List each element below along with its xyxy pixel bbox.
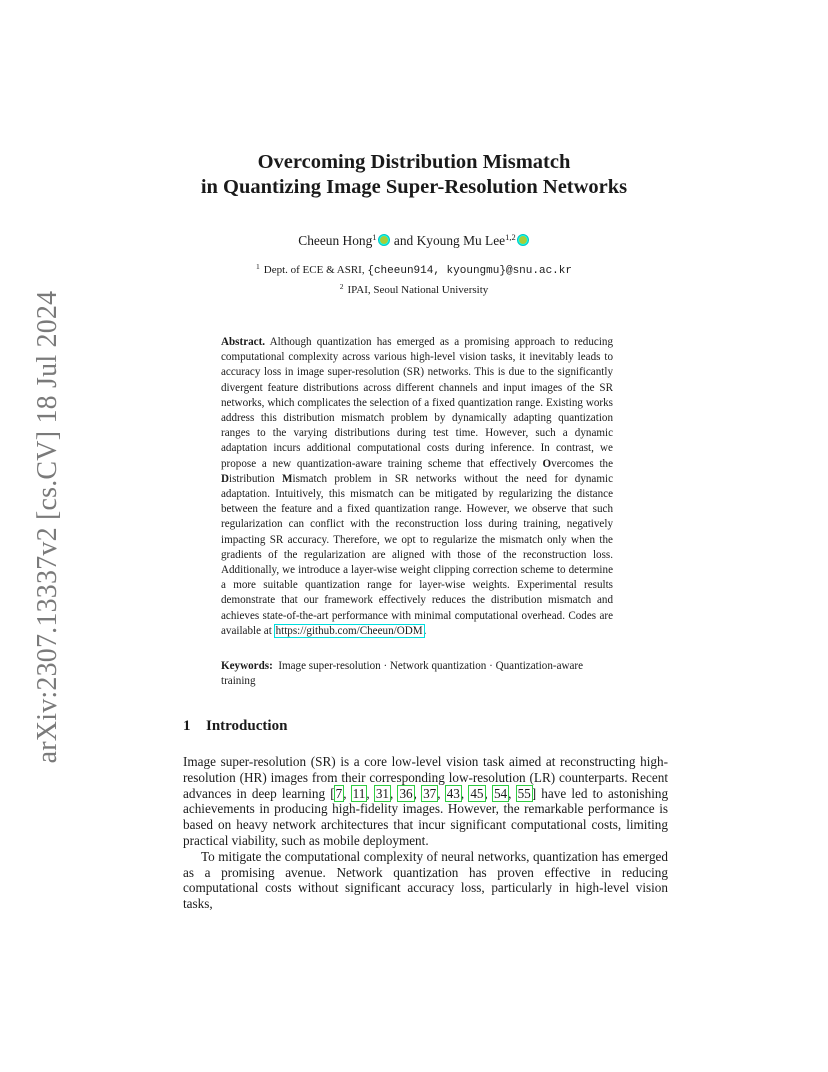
orcid-icon[interactable]: [378, 234, 390, 246]
keywords-text: Image super-resolution · Network quantization · Quantization-aware training: [221, 660, 584, 688]
orcid-icon[interactable]: [517, 234, 529, 246]
paper-title: [0, 150, 828, 200]
title-line-1: Overcoming Distribution Mismatch: [257, 151, 571, 173]
section-title: Introduction: [206, 718, 288, 734]
citation-link[interactable]: 11: [352, 785, 366, 801]
affiliations: [0, 259, 828, 298]
abstract-text: .: [423, 624, 427, 637]
citation-link[interactable]: 7: [335, 785, 343, 801]
citation-link[interactable]: 55: [517, 785, 531, 801]
citation-link[interactable]: 43: [446, 785, 460, 801]
affil-text: Dept. of ECE & ASRI,: [263, 264, 365, 276]
citation-link[interactable]: 36: [399, 785, 413, 801]
acronym-letter: D: [221, 472, 230, 485]
paragraph: To mitigate the computational complexity of neural networks, quantization has emerged as a promising avenue. Network quantization has proven effective in reducing computational costs without significant accuracy loss, particularly in high-level vision tasks,: [183, 848, 668, 912]
abstract-text: ismatch problem in SR networks without the need for dynamic adaptation. Intuitively, this mismatch can be mitigated by regularizing the distance between the feature and a fixed quantization range. However, we observe that such regularization can conflict with the reconstruction loss during training, negatively impacting SR accuracy. Therefore, we opt to regularize the mismatch only when the gradients of the regularization are aligned with those of the reconstruction loss. Additionally, we introduce a layer-wise weight clipping correction scheme to determine a more suitable quantization range for layer-wise weights. Experimental results demonstrate that our framework effectively reduces the distribution mismatch and achieves state-of-the-art performance with minimal computational overhead. Codes are available at: [221, 472, 613, 637]
paragraph-text: have led to astonishing achievements in producing high-fidelity images. However, the remarkable performance is based on heavy network architectures that incur significant computational costs, limiting practical viability, such as mobile deployment.: [183, 785, 669, 848]
author-name: Cheeun Hong: [298, 233, 373, 248]
abstract-text: vercomes the: [551, 457, 613, 470]
citation-link[interactable]: 37: [423, 785, 437, 801]
affiliation-1: [0, 259, 828, 279]
author-affil-marker: 1: [372, 232, 377, 242]
intro-body: [183, 754, 668, 912]
affil-marker: 2: [339, 282, 344, 291]
affil-text: IPAI, Seoul National University: [347, 284, 489, 296]
author-affil-marker: 1,2: [505, 232, 516, 242]
author-emails: {cheeun914, kyoungmu}@snu.ac.kr: [367, 265, 572, 277]
abstract-text: Although quantization has emerged as a promising approach to reducing computational complexity across various high-level vision tasks, it inevitably leads to accuracy loss in image super-resolution (SR) networks. This is due to the significantly divergent feature distributions across different channels and input images of the SR networks, which complicates the selection of a fixed quantization range. Existing works address this distribution mismatch problem by dynamically adapting quantization ranges to the varying distributions during test time. However, such a dynamic adaptation incurs additional computational costs during inference. In contrast, we propose a new quantization-aware training scheme that effectively: [221, 336, 613, 470]
arxiv-side-identifier: arXiv:2307.13337v2 [cs.CV] 18 Jul 2024: [32, 290, 63, 764]
citation-link[interactable]: 54: [493, 785, 508, 801]
acronym-letter: O: [542, 457, 552, 470]
section-heading: [183, 718, 287, 735]
citation-link[interactable]: 45: [470, 785, 484, 801]
affiliation-2: [0, 279, 828, 298]
affil-marker: 1: [256, 262, 260, 271]
code-link[interactable]: https://github.com/Cheeun/ODM: [275, 624, 423, 637]
author-joiner: and: [393, 233, 414, 248]
citation-link[interactable]: 31: [375, 785, 389, 801]
paragraph-text: Image super-resolution (SR) is a core low-level vision task aimed at reconstructing high-resolution (HR) images from their corresponding low-resolution (LR) counterparts. Recent advances in deep learning: [183, 754, 668, 801]
citation-group: [7, 11, 31, 36, 37, 43, 45, 54, 55]: [330, 785, 537, 801]
keywords: [221, 659, 613, 689]
abstract: [221, 335, 613, 639]
author-name: Kyoung Mu Lee: [416, 233, 506, 248]
section-number: 1: [183, 718, 191, 734]
paragraph: [183, 754, 668, 849]
title-line-2: in Quantizing Image Super-Resolution Networks: [200, 176, 628, 198]
abstract-label: Abstract.: [221, 336, 266, 348]
acronym-letter: M: [282, 472, 293, 485]
author-list: [0, 228, 828, 250]
abstract-text: istribution: [229, 472, 283, 485]
keywords-label: Keywords:: [221, 660, 273, 672]
